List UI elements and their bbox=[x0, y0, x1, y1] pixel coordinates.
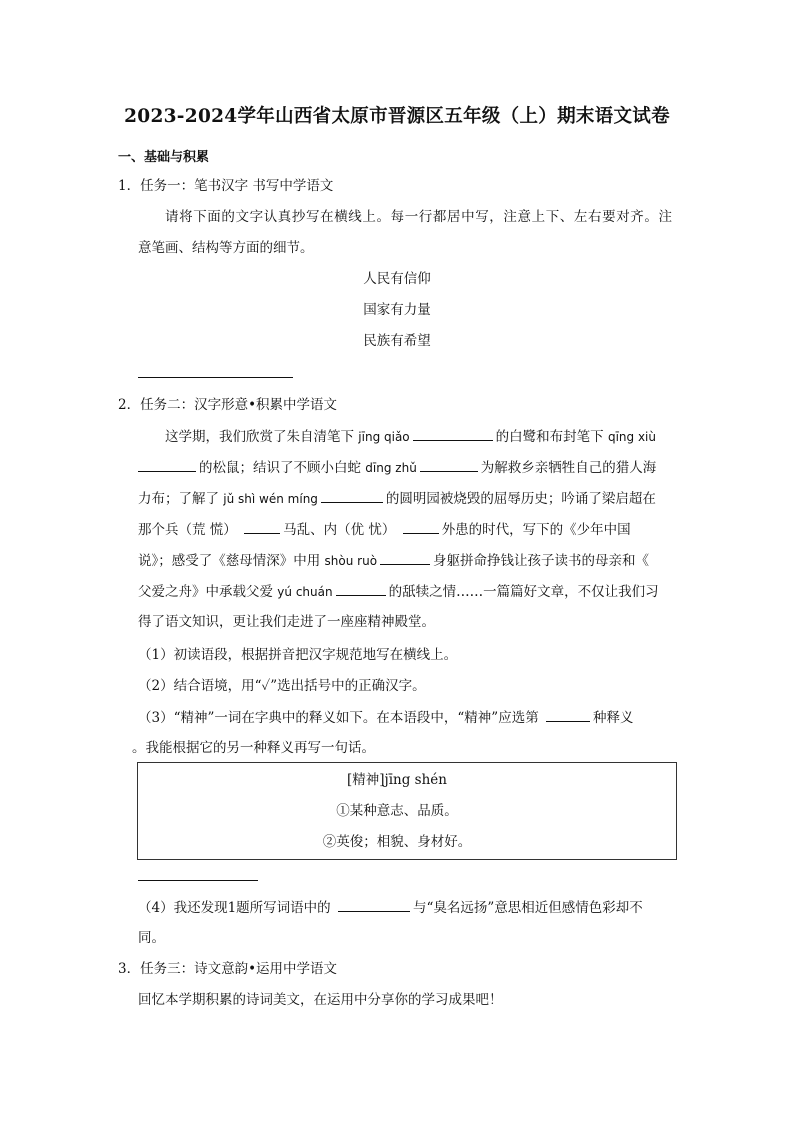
q3-text: 回忆本学期积累的诗词美文，在运用中分享你的学习成果吧！ bbox=[138, 992, 503, 1008]
question-1-heading: 1．任务一：笔书汉字 书写中学语文 bbox=[118, 178, 334, 194]
text: 马乱、内（优 忧） bbox=[283, 522, 396, 538]
text: （4）我还发现1题所写词语中的 bbox=[138, 900, 331, 916]
pinyin: qīng xiù bbox=[607, 430, 656, 444]
pinyin: jīng qiǎo bbox=[358, 430, 410, 444]
blank[interactable] bbox=[321, 489, 383, 503]
text: 这学期，我们欣赏了朱自清笔下 bbox=[165, 429, 354, 445]
text: 的白鹭和布封笔下 bbox=[495, 429, 604, 445]
text: 说》；感受了《慈母情深》中用 bbox=[138, 553, 321, 569]
pinyin: shòu ruò bbox=[324, 554, 378, 568]
copy-line-3: 民族有希望 bbox=[363, 333, 431, 349]
pinyin: jǔ shì wén míng bbox=[223, 492, 318, 506]
definition-headword: [精神]jīng shén bbox=[347, 772, 447, 788]
answer-line[interactable] bbox=[138, 880, 258, 881]
blank[interactable] bbox=[403, 520, 439, 534]
text: 父爱之舟》中承载父爱 bbox=[138, 584, 273, 600]
sub-question-2: （2）结合语境，用“✓”选出括号中的正确汉字。 bbox=[138, 678, 426, 694]
q1-instruction-line1: 请将下面的文字认真抄写在横线上。每一行都居中写，注意上下、左右要对齐。注 bbox=[165, 209, 673, 225]
blank[interactable] bbox=[244, 520, 280, 534]
text: 种释义 bbox=[593, 710, 634, 726]
text: 的松鼠；结识了不顾小白蛇 bbox=[199, 460, 361, 476]
text: （3）“精神”一词在字典中的释义如下。在本语段中，“精神”应选第 bbox=[138, 710, 539, 726]
sub-question-4 bbox=[138, 898, 643, 917]
q2-passage-line3 bbox=[138, 489, 656, 508]
text: 力布；了解了 bbox=[138, 491, 219, 507]
q2-passage-line2 bbox=[138, 458, 656, 477]
q2-passage-line1 bbox=[165, 427, 656, 446]
q2-passage-line6 bbox=[138, 582, 659, 601]
sub-question-1: （1）初读语段，根据拼音把汉字规范地写在横线上。 bbox=[138, 647, 458, 663]
copy-line-2: 国家有力量 bbox=[363, 302, 431, 318]
section-heading: 一、基础与积累 bbox=[118, 150, 210, 165]
text: 的舐犊之情……一篇篇好文章，不仅让我们习 bbox=[388, 584, 659, 600]
copy-line-1: 人民有信仰 bbox=[363, 271, 431, 287]
definition-1: ①某种意志、品质。 bbox=[336, 803, 458, 819]
sub-question-3-cont: 。我能根据它的另一种释义再写一句话。 bbox=[132, 740, 375, 756]
sub-question-3 bbox=[138, 708, 634, 727]
text: 身躯拼命挣钱让孩子读书的母亲和《 bbox=[433, 553, 650, 569]
blank[interactable] bbox=[420, 458, 478, 472]
sub-question-4-cont: 同。 bbox=[138, 930, 165, 946]
text: 那个兵（荒 慌） bbox=[138, 522, 237, 538]
definition-2: ②英俊；相貌、身材好。 bbox=[322, 834, 472, 850]
page-title: 2023-2024学年山西省太原市晋源区五年级（上）期末语文试卷 bbox=[124, 106, 670, 127]
text: 外患的时代，写下的《少年中国 bbox=[441, 522, 631, 538]
pinyin: yú chuán bbox=[277, 585, 333, 599]
text: 与“臭名远扬”意思相近但感情色彩却不 bbox=[412, 900, 643, 916]
pinyin: dīng zhǔ bbox=[365, 461, 417, 475]
blank[interactable] bbox=[546, 708, 590, 722]
blank[interactable] bbox=[138, 458, 196, 472]
text: 为解救乡亲牺牲自己的猎人海 bbox=[480, 460, 657, 476]
blank[interactable] bbox=[380, 551, 430, 565]
answer-line[interactable] bbox=[138, 377, 293, 378]
question-2-heading: 2．任务二：汉字形意•积累中学语文 bbox=[118, 397, 338, 413]
q2-passage-line4 bbox=[138, 520, 631, 539]
q1-instruction-line2: 意笔画、结构等方面的细节。 bbox=[138, 240, 314, 256]
blank[interactable] bbox=[338, 898, 410, 912]
question-3-heading: 3．任务三：诗文意韵•运用中学语文 bbox=[118, 961, 338, 977]
blank[interactable] bbox=[413, 427, 493, 441]
blank[interactable] bbox=[336, 582, 386, 596]
q2-passage-line7: 得了语文知识，更让我们走进了一座座精神殿堂。 bbox=[138, 614, 435, 630]
text: 的圆明园被烧毁的屈辱历史；吟诵了梁启超在 bbox=[385, 491, 656, 507]
q2-passage-line5 bbox=[138, 551, 649, 570]
